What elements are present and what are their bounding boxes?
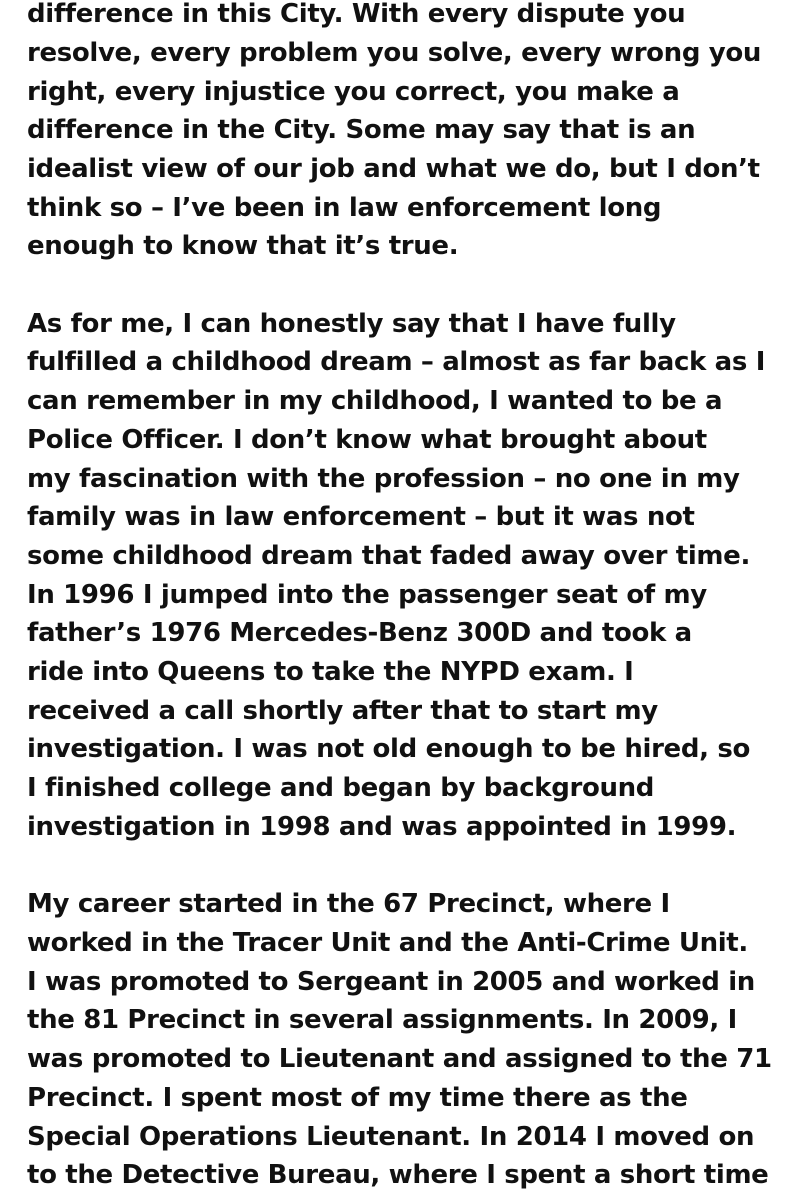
text-line: can remember in my childhood, I wanted to be a [27, 386, 723, 416]
text-line: the 81 Precinct in several assignments. In 2009, I [27, 1005, 737, 1035]
text-line: Police Officer. I don’t know what brought about [27, 425, 707, 455]
text-line: I finished college and began by background [27, 773, 655, 803]
text-line: idealist view of our job and what we do, but I don’t [27, 154, 760, 184]
text-line: Special Operations Lieutenant. In 2014 I moved on [27, 1122, 755, 1152]
text-line: investigation in 1998 and was appointed in 1999. [27, 812, 737, 842]
text-line: received a call shortly after that to start my [27, 696, 658, 726]
text-line: father’s 1976 Mercedes-Benz 300D and took a [27, 618, 692, 648]
text-line: fulfilled a childhood dream – almost as far back as I [27, 347, 766, 377]
text-line: My career started in the 67 Precinct, where I [27, 889, 670, 919]
text-line: As for me, I can honestly say that I have fully [27, 309, 676, 339]
text-line: resolve, every problem you solve, every wrong you [27, 38, 762, 68]
text-line: Precinct. I spent most of my time there as the [27, 1083, 688, 1113]
text-line: to the Detective Bureau, where I spent a short time [27, 1160, 769, 1190]
text-line: difference in the City. Some may say that is an [27, 115, 696, 145]
text-line: some childhood dream that faded away over time. [27, 541, 750, 571]
text-line: worked in the Tracer Unit and the Anti-Crime Unit. [27, 928, 748, 958]
text-line: think so – I’ve been in law enforcement long [27, 193, 662, 223]
text-line: difference in this City. With every dispute you [27, 0, 686, 29]
text-line: right, every injustice you correct, you make a [27, 77, 680, 107]
text-line: my fascination with the profession – no one in my [27, 464, 740, 494]
text-line: ride into Queens to take the NYPD exam. I [27, 657, 634, 687]
text-line: I was promoted to Sergeant in 2005 and worked in [27, 967, 755, 997]
text-line: enough to know that it’s true. [27, 231, 459, 261]
text-line: investigation. I was not old enough to be hired, so [27, 734, 750, 764]
text-line: family was in law enforcement – but it was not [27, 502, 695, 532]
text-line: was promoted to Lieutenant and assigned to the 71 [27, 1044, 772, 1074]
text-line: In 1996 I jumped into the passenger seat of my [27, 580, 707, 610]
